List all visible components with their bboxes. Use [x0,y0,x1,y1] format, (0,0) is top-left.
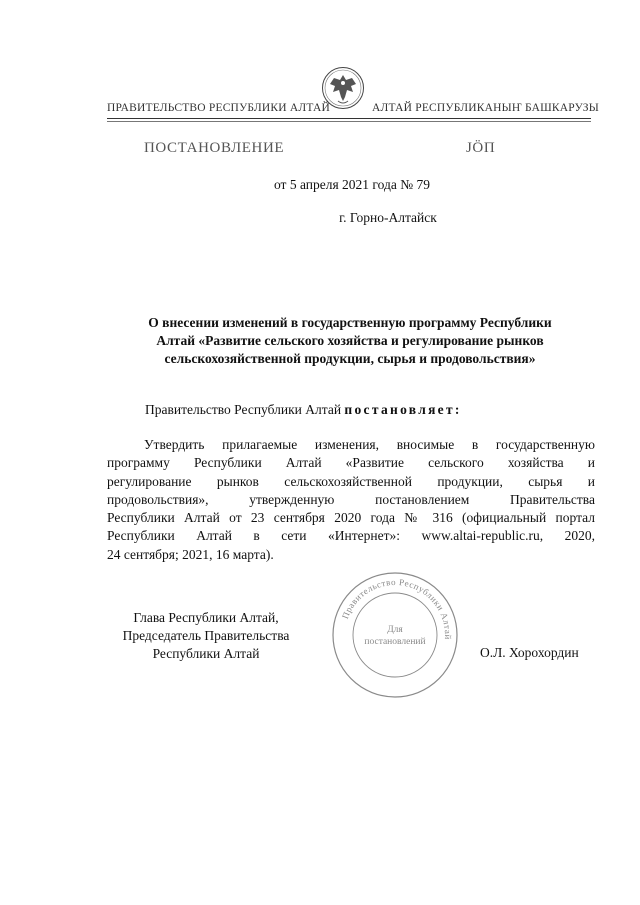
decree-keyword: постановляет: [344,402,462,417]
header-rule-thin [107,121,591,122]
decree-phrase [145,402,462,418]
government-name-altai: АЛТАЙ РЕСПУБЛИКАНЫҤ БАШКАРУЗЫ [372,102,599,114]
decree-subject: Правительство Республики Алтай [145,402,345,417]
body-line: Республики Алтай в сети «Интернет»: www.altai-republic.ru, 2020, [107,528,595,544]
signatory-position-line: Глава Республики Алтай, [133,610,279,625]
title-line: Алтай «Развитие сельского хозяйства и регулирование рынков [156,333,544,348]
document-city: г. Горно-Алтайск [339,210,437,225]
government-name-russian: ПРАВИТЕЛЬСТВО РЕСПУБЛИКИ АЛТАЙ [107,102,331,114]
header-rule [107,118,591,119]
signatory-name: О.Л. Хорохордин [480,645,579,660]
document-date-number: от 5 апреля 2021 года № 79 [273,177,430,192]
document-type-russian: ПОСТАНОВЛЕНИЕ [144,140,285,156]
body-line: продовольствия», утвержденную постановлением Правительства [107,491,595,507]
stamp-center-text: постановлений [364,637,426,647]
document-type-altai: JӦП [466,140,496,156]
body-line: Республики Алтай от 23 сентября 2020 года № 316 (официальный портал [107,510,595,526]
stamp-ring-text: Правительство Республики Алтай [339,576,454,640]
body-line: регулирование рынков сельскохозяйственной продукции, сырья и [107,473,595,489]
signatory-position-line: Председатель Правительства [122,628,290,643]
body-line: Утвердить прилагаемые изменения, вносимые в государственную [144,437,595,452]
body-line: программу Республики Алтай «Развитие сельского хозяйства и [107,455,595,471]
body-line: 24 сентября; 2021, 16 марта). [107,546,274,562]
official-stamp [330,570,460,700]
document-title [100,314,600,368]
body-paragraph [107,436,595,564]
title-line: О внесении изменений в государственную программу Республики [148,315,552,330]
signatory-position [106,609,306,663]
title-line: сельскохозяйственной продукции, сырья и продовольствия» [164,351,536,366]
signatory-position-line: Республики Алтай [152,646,260,661]
stamp-center-text: Для [387,625,403,635]
